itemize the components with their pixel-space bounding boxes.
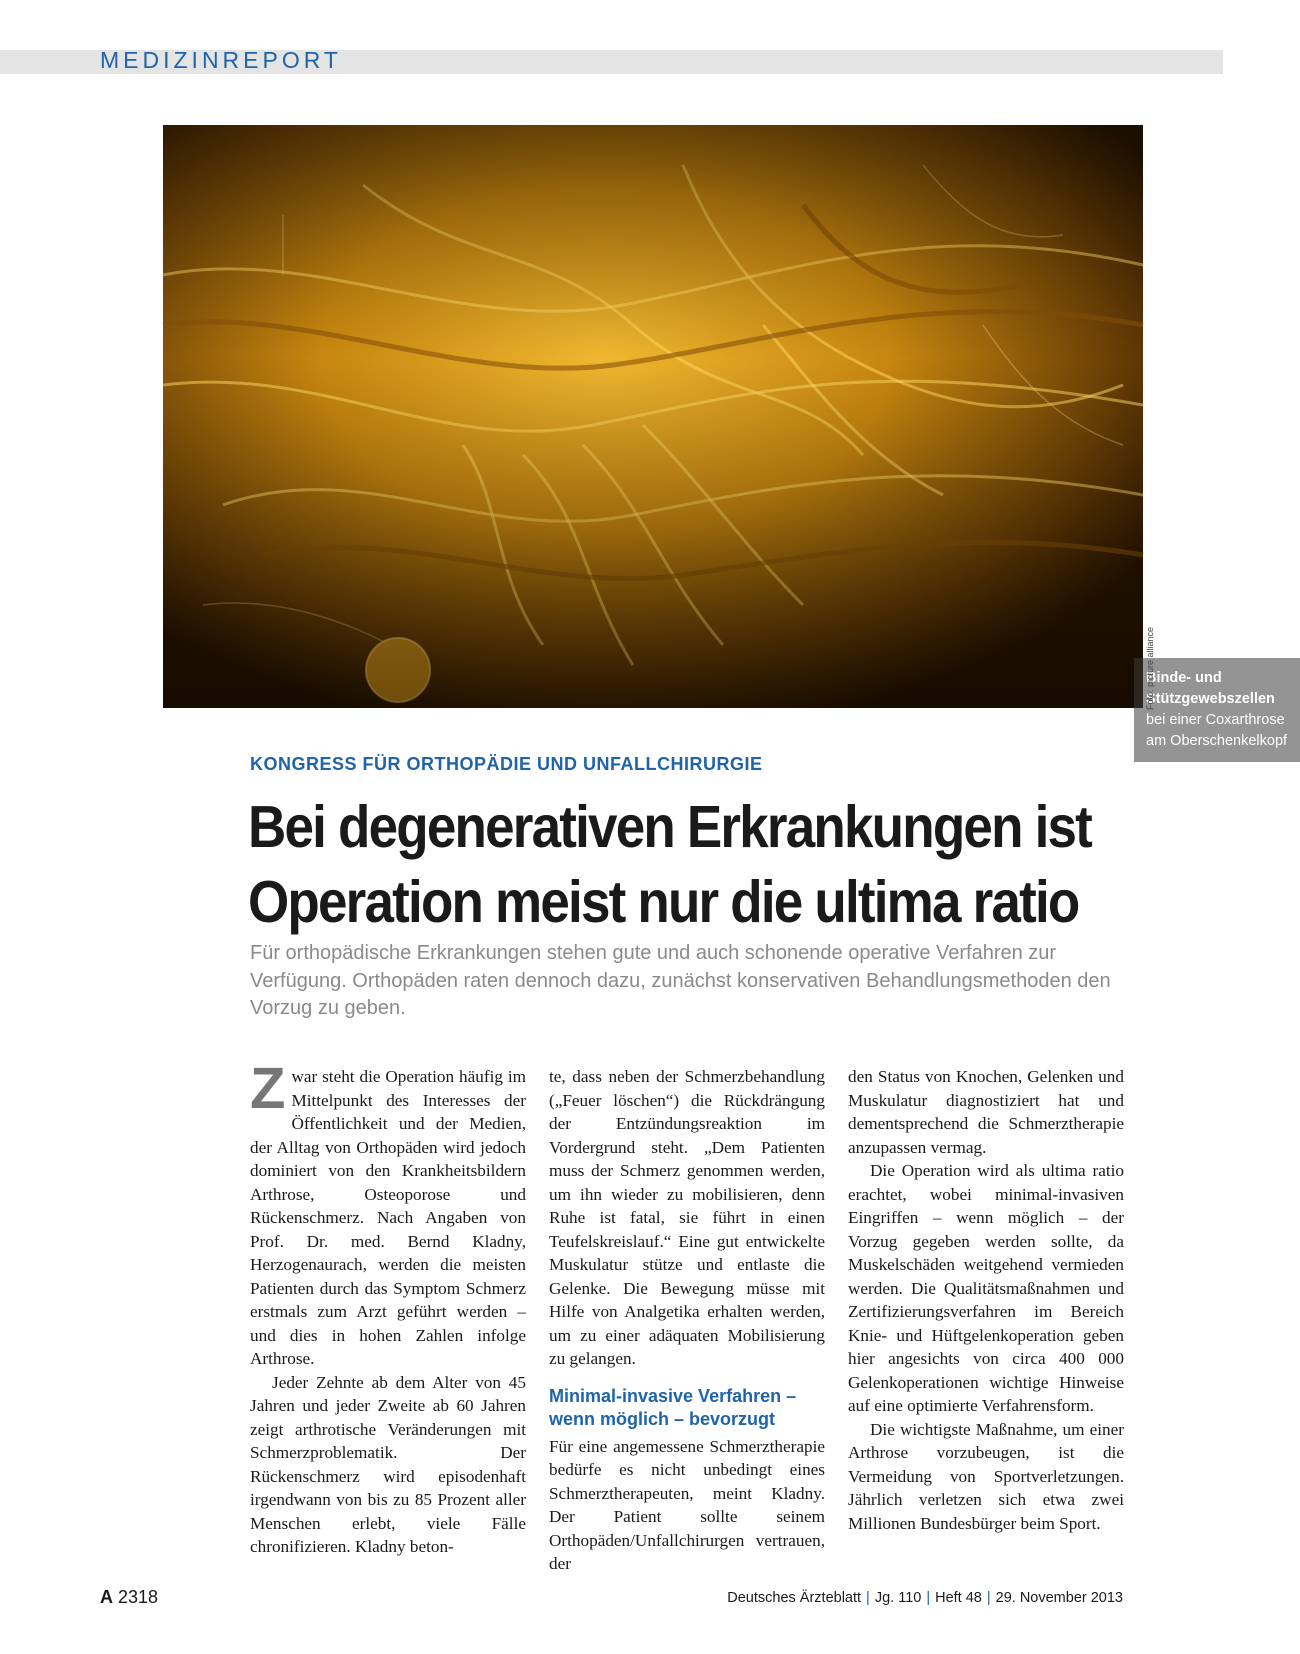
issue: Heft 48 [935, 1590, 982, 1606]
paragraph: Die Operation wird als ultima ratio erachtet, wobei minimal-invasiven Eingriffen – wenn möglich – der Vorzug gegeben werden sollte, da Muskelschäden weitgehend vermieden werden. Die Qualitätsmaßnahmen und Zertifizierungsverfahren im Bereich Knie- und Hüftgelenkoperation geben hier angesichts von circa 400 000 Gelenkoperationen wichtige Hinweise auf eine optimierte Verfahrensform. [848, 1161, 1124, 1415]
headline-line-1: Bei degenerativen Erkrankungen ist [248, 794, 1092, 861]
paragraph: Die wichtigste Maßnahme, um einer Arthrose vorzubeugen, ist die Vermeidung von Sportverletzungen. Jährlich verletzen sich etwa zwei Millionen Bundesbürger beim Sport. [848, 1419, 1124, 1533]
paragraph: den Status von Knochen, Gelenken und Muskulatur diagnostiziert hat und dementsprechend die Schmerztherapie anzupassen vermag. [848, 1067, 1124, 1157]
subheading: Minimal-invasive Verfahren – wenn möglich – bevorzugt [549, 1385, 797, 1429]
paragraph [250, 1056, 526, 1371]
separator: | [986, 1590, 991, 1606]
kicker: KONGRESS FÜR ORTHOPÄDIE UND UNFALLCHIRURGIE [250, 754, 763, 774]
volume: Jg. 110 [874, 1590, 922, 1606]
headline [248, 790, 1148, 940]
column-2 [549, 1065, 825, 1576]
issue-date: 29. November 2013 [995, 1590, 1123, 1606]
dropcap: Z [250, 1056, 286, 1121]
separator: | [866, 1590, 870, 1606]
paragraph: Für eine angemessene Schmerztherapie bedürfe es nicht unbedingt eines Schmerztherapeuten, meint Kladny. Der Patient sollte seinem Orthopäden/Unfallchirurgen vertrauen, der [549, 1436, 825, 1573]
column-1 [250, 1056, 526, 1559]
column-3 [848, 1065, 1124, 1535]
photo-credit: Foto: picture alliance [1145, 626, 1155, 710]
page-number [100, 1587, 158, 1608]
lead-paragraph: Für orthopädische Erkrankungen stehen gute und auch schonende operative Verfahren zur Verfügung. Orthopäden raten dennoch dazu, zunächst konservativen Behandlungsmethoden den Vorzug zu geben. [250, 942, 1111, 1019]
page-prefix: A [100, 1587, 113, 1607]
journal-name: Deutsches Ärzteblatt [727, 1590, 862, 1606]
section-label: MEDIZINREPORT [100, 47, 342, 73]
page-number-value: 2318 [118, 1587, 159, 1607]
microscopy-image [163, 125, 1143, 708]
caption-bold: Binde- und Stützgewebszellen [1146, 670, 1275, 707]
paragraph: Jeder Zehnte ab dem Alter von 45 Jahren und jeder Zweite ab 60 Jahren zeigt arthrotische Veränderungen mit Schmerzproblematik. Der Rückenschmerz wird episodenhaft irgendwann von bis zu 85 Prozent aller Menschen erlebt, viele Fälle chronifizieren. Kladny beton- [250, 1372, 526, 1556]
headline-line-2: Operation meist nur die ultima ratio [248, 869, 1079, 936]
separator: | [926, 1590, 931, 1606]
paragraph-text: war steht die Operation häufig im Mittelpunkt des Interesses der Öffentlichkeit und der Medien, der Alltag von Orthopäden wird jedoch dominiert von den Krankheitsbildern Arthrose, Osteoporose und Rückenschmerz. Nach Angaben von Prof. Dr. med. Bernd Kladny, Herzogenaurach, werden die meisten Patienten durch das Symptom Schmerz erstmals zum Arzt geführt werden – und dies in hohen Zahlen infolge Arthrose. [250, 1067, 526, 1368]
journal-footer [727, 1590, 1123, 1606]
image-caption [1134, 658, 1300, 762]
paragraph: te, dass neben der Schmerzbehandlung („Feuer löschen“) die Rückdrängung der Entzündungsreaktion im Vordergrund steht. „Dem Patienten muss der Schmerz genommen werden, um ihn wieder zu mobilisieren, denn Ruhe ist fatal, sie führt in einen Teufelskreislauf.“ Eine gut entwickelte Muskulatur stütze und entlaste die Gelenke. Die Bewegung müsse mit Hilfe von Analgetika erhalten werden, um zu einer adäquaten Mobilisierung zu gelangen. [549, 1067, 825, 1368]
caption-text: bei einer Coxarthrose am Oberschenkelkopf [1146, 712, 1288, 749]
